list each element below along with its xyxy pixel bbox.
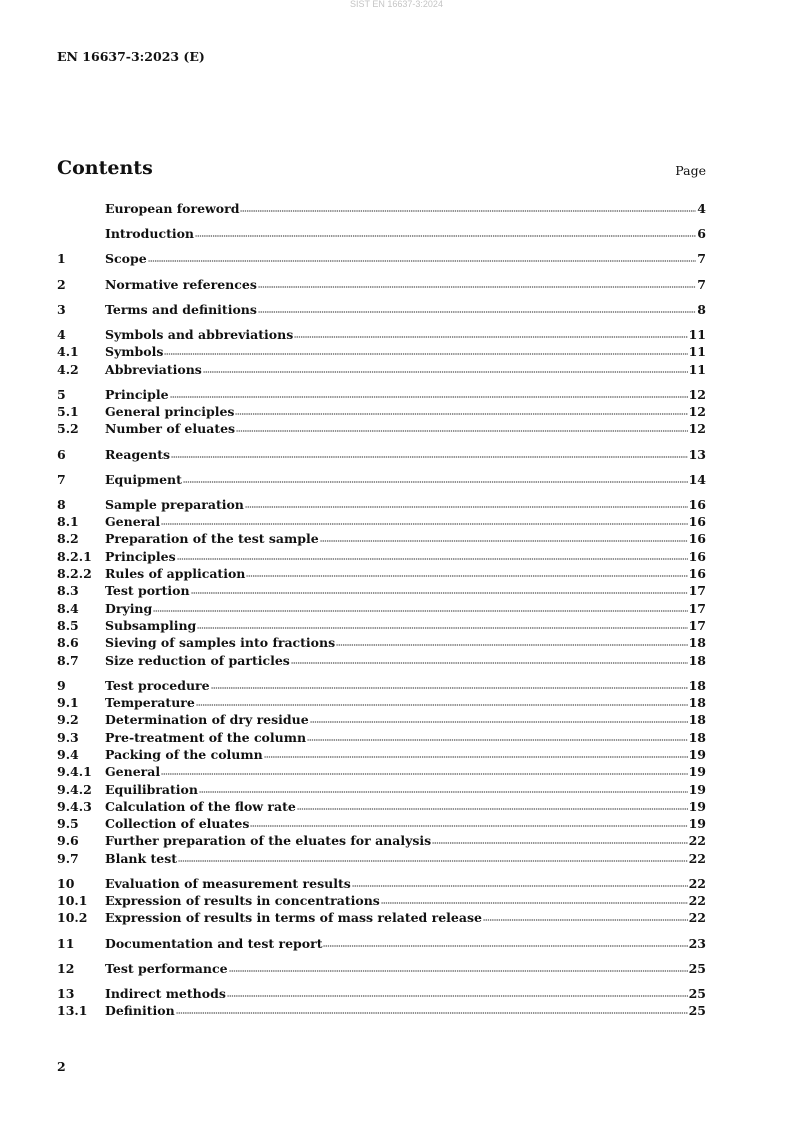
dot-leader: [170, 387, 688, 399]
toc-entry-number: 5.1: [57, 404, 79, 420]
dot-leader: [195, 226, 696, 238]
toc-entry-page: 12: [688, 404, 706, 420]
toc-entry-title: Test portion: [105, 583, 190, 599]
dot-leader: [291, 653, 688, 665]
toc-entry[interactable]: [57, 497, 706, 514]
toc-entry-page: 22: [688, 875, 706, 891]
toc-entry-title: Sample preparation: [105, 496, 244, 512]
toc-entry-title: Symbols: [105, 344, 164, 360]
toc-entry-title: Drying: [105, 600, 153, 616]
dot-leader: [164, 344, 687, 356]
toc-group: [57, 961, 706, 978]
toc-entry-page: 22: [688, 893, 706, 909]
toc-entry-title: Equipment: [105, 471, 182, 487]
dot-leader: [229, 961, 688, 973]
toc-entry-title: Scope: [105, 251, 147, 267]
toc-group: [57, 302, 706, 319]
toc-entry-title: Test procedure: [105, 677, 210, 693]
toc-entry[interactable]: [57, 404, 706, 421]
toc-entry-page: 4: [697, 201, 706, 216]
toc-entry-number: 12: [57, 960, 75, 976]
dot-leader: [177, 549, 688, 561]
toc-entry-number: 9: [57, 677, 66, 693]
toc-entry-page: 17: [688, 617, 706, 633]
toc-entry-page: 18: [688, 635, 706, 651]
toc-group: [57, 327, 706, 379]
dot-leader: [246, 566, 687, 578]
dot-leader: [236, 421, 688, 433]
toc-entry[interactable]: [57, 327, 706, 344]
toc-entry-page: 22: [688, 850, 706, 866]
dot-leader: [196, 695, 688, 707]
toc-entry-title: Rules of application: [105, 566, 246, 582]
toc-entry[interactable]: [57, 277, 706, 294]
toc-entry[interactable]: [57, 251, 706, 268]
toc-entry-page: 22: [688, 910, 706, 926]
toc-entry-title: General principles: [105, 404, 235, 420]
toc-entry-page: 6: [697, 226, 706, 242]
toc-entry-page: 17: [688, 600, 706, 616]
dot-leader: [161, 514, 687, 526]
document-id: EN 16637-3:2023 (E): [57, 49, 205, 64]
toc-group: [57, 876, 706, 928]
toc-entry-number: 8.7: [57, 652, 79, 668]
dot-leader: [294, 327, 687, 339]
dot-leader: [352, 876, 688, 888]
toc-entry[interactable]: [57, 387, 706, 404]
toc-entry-title: Terms and definitions: [105, 301, 257, 317]
toc-entry-page: 19: [688, 764, 706, 780]
toc-entry-title: Introduction: [105, 226, 195, 242]
toc-entry[interactable]: [57, 986, 706, 1003]
toc-entry-number: 9.7: [57, 850, 79, 866]
toc-entry-page: 12: [688, 386, 706, 402]
toc-group: [57, 251, 706, 268]
toc-entry-page: 7: [697, 276, 706, 292]
contents-title: Contents: [57, 157, 153, 179]
toc-entry[interactable]: [57, 764, 706, 781]
toc-entry[interactable]: [57, 876, 706, 893]
dot-leader: [297, 799, 688, 811]
toc-entry-title: Blank test: [105, 850, 178, 866]
toc-entry-title: Temperature: [105, 695, 195, 711]
toc-entry-page: 11: [688, 326, 706, 342]
dot-leader: [199, 782, 688, 794]
toc-entry[interactable]: [57, 635, 706, 652]
toc-entry-number: 8.2: [57, 531, 79, 547]
dot-leader: [178, 851, 688, 863]
toc-entry-page: 16: [688, 548, 706, 564]
dot-leader: [310, 712, 688, 724]
toc-group: [57, 986, 706, 1021]
dot-leader: [176, 1003, 688, 1015]
toc-entry-page: 18: [688, 695, 706, 711]
toc-entry-page: 12: [688, 421, 706, 437]
toc-entry-number: 9.3: [57, 729, 79, 745]
dot-leader: [148, 251, 697, 263]
toc-entry-page: 13: [688, 446, 706, 462]
dot-leader: [381, 893, 688, 905]
toc-entry[interactable]: [57, 833, 706, 850]
toc-entry-page: 19: [688, 816, 706, 832]
toc-entry[interactable]: [57, 344, 706, 361]
toc-entry-page: 18: [688, 729, 706, 745]
toc-entry-page: 19: [688, 781, 706, 797]
dot-leader: [258, 302, 696, 314]
toc-entry-page: 25: [688, 986, 706, 1002]
toc-entry-number: 7: [57, 471, 66, 487]
toc-entry-title: Packing of the column: [105, 746, 263, 762]
toc-entry-title: General: [105, 514, 161, 530]
toc-entry-page: 19: [688, 798, 706, 814]
dot-leader: [197, 618, 687, 630]
toc-entry-number: 8.3: [57, 583, 79, 599]
dot-leader: [161, 764, 687, 776]
toc-entry-page: 23: [688, 935, 706, 951]
dot-leader: [227, 986, 688, 998]
toc-entry-number: 5: [57, 386, 66, 402]
toc-entry-title: Definition: [105, 1003, 175, 1019]
toc-entry-number: 5.2: [57, 421, 79, 437]
toc-entry-page: 16: [688, 531, 706, 547]
dot-leader: [203, 362, 688, 374]
toc-entry[interactable]: [57, 421, 706, 438]
dot-leader: [191, 583, 688, 595]
dot-leader: [171, 447, 688, 459]
toc-entry-title: Principles: [105, 548, 176, 564]
toc-entry-number: 1: [57, 251, 66, 267]
toc-entry-title: General: [105, 764, 161, 780]
toc-group: [57, 497, 706, 670]
toc-entry[interactable]: [57, 936, 706, 953]
toc-entry-number: 10.2: [57, 910, 88, 926]
toc-entry-title: Expression of results in concentrations: [105, 893, 380, 909]
toc-group: [57, 277, 706, 294]
toc-entry[interactable]: [57, 730, 706, 747]
toc-entry-page: 22: [688, 833, 706, 849]
toc-entry[interactable]: [57, 782, 706, 799]
dot-leader: [432, 833, 687, 845]
toc-entry-page: 18: [688, 712, 706, 728]
toc-entry-number: 4.2: [57, 361, 79, 377]
watermark: SIST EN 16637-3:2024: [350, 0, 443, 9]
toc-entry-number: 6: [57, 446, 66, 462]
toc-entry-number: 9.2: [57, 712, 79, 728]
toc-entry-number: 4.1: [57, 344, 79, 360]
toc-group: [57, 387, 706, 439]
toc-entry-title: Test performance: [105, 960, 228, 976]
toc-entry-page: 8: [697, 301, 706, 317]
toc-entry-title: Normative references: [105, 276, 257, 292]
toc-entry[interactable]: [57, 201, 706, 218]
toc-group: [57, 472, 706, 489]
toc-entry-title: Indirect methods: [105, 986, 226, 1002]
dot-leader: [323, 936, 687, 948]
toc-entry-title: Number of eluates: [105, 421, 236, 437]
toc-entry-page: 11: [688, 344, 706, 360]
dot-leader: [183, 472, 688, 484]
dot-leader: [258, 277, 696, 289]
toc-entry-page: 18: [688, 677, 706, 693]
toc-entry-page: 14: [688, 471, 706, 487]
toc-entry-title: Sieving of samples into fractions: [105, 635, 336, 651]
dot-leader: [483, 910, 688, 922]
page-column-label: Page: [675, 163, 706, 178]
toc-group: [57, 226, 706, 243]
toc-entry-number: 9.5: [57, 816, 79, 832]
toc-entry-page: 11: [688, 361, 706, 377]
toc-entry[interactable]: [57, 566, 706, 583]
toc-entry-number: 9.6: [57, 833, 79, 849]
toc-entry-title: Reagents: [105, 446, 171, 462]
toc-entry-page: 16: [688, 514, 706, 530]
toc-entry-title: Calculation of the flow rate: [105, 798, 296, 814]
toc-entry-title: Preparation of the test sample: [105, 531, 319, 547]
toc-entry[interactable]: [57, 695, 706, 712]
toc-entry[interactable]: [57, 472, 706, 489]
toc-entry-number: 4: [57, 326, 66, 342]
toc-entry[interactable]: [57, 653, 706, 670]
toc-entry[interactable]: [57, 226, 706, 243]
toc-entry-title: Collection of eluates: [105, 816, 250, 832]
toc-entry-number: 8.1: [57, 514, 79, 530]
toc-group: [57, 447, 706, 464]
toc-entry[interactable]: [57, 583, 706, 600]
dot-leader: [153, 601, 687, 613]
toc-entry-page: 25: [688, 1003, 706, 1019]
toc-entry[interactable]: [57, 549, 706, 566]
toc-entry-number: 9.4: [57, 746, 79, 762]
table-of-contents: [57, 201, 706, 1029]
toc-entry-number: 2: [57, 276, 66, 292]
toc-entry-number: 8.6: [57, 635, 79, 651]
toc-entry[interactable]: [57, 678, 706, 695]
toc-entry-number: 9.4.3: [57, 798, 92, 814]
toc-entry[interactable]: [57, 747, 706, 764]
toc-entry-title: European foreword: [105, 201, 240, 216]
toc-entry-title: Symbols and abbreviations: [105, 326, 294, 342]
toc-entry[interactable]: [57, 514, 706, 531]
toc-entry-number: 8: [57, 496, 66, 512]
toc-entry-number: 8.4: [57, 600, 79, 616]
toc-entry-title: Abbreviations: [105, 361, 202, 377]
toc-entry-title: Pre-treatment of the column: [105, 729, 307, 745]
toc-entry-number: 9.1: [57, 695, 79, 711]
toc-entry[interactable]: [57, 961, 706, 978]
toc-entry-number: 9.4.2: [57, 781, 92, 797]
toc-entry-number: 11: [57, 935, 75, 951]
dot-leader: [320, 531, 688, 543]
toc-entry[interactable]: [57, 447, 706, 464]
toc-entry-number: 10.1: [57, 893, 88, 909]
toc-entry-number: 8.2.2: [57, 566, 92, 582]
toc-entry[interactable]: [57, 302, 706, 319]
toc-entry-page: 17: [688, 583, 706, 599]
toc-entry-page: 19: [688, 746, 706, 762]
dot-leader: [264, 747, 688, 759]
toc-entry-number: 9.4.1: [57, 764, 92, 780]
toc-entry-number: 10: [57, 875, 75, 891]
dot-leader: [240, 201, 696, 213]
toc-entry-page: 7: [697, 251, 706, 267]
toc-entry-page: 16: [688, 566, 706, 582]
toc-entry-title: Expression of results in terms of mass related release: [105, 910, 482, 926]
dot-leader: [250, 816, 687, 828]
toc-entry[interactable]: [57, 851, 706, 868]
toc-entry[interactable]: [57, 910, 706, 927]
toc-group: [57, 201, 706, 218]
toc-entry-number: 8.2.1: [57, 548, 92, 564]
dot-leader: [211, 678, 688, 690]
toc-entry-title: Further preparation of the eluates for analysis: [105, 833, 432, 849]
dot-leader: [235, 404, 687, 416]
toc-entry[interactable]: [57, 712, 706, 729]
toc-entry[interactable]: [57, 618, 706, 635]
toc-entry-number: 8.5: [57, 617, 79, 633]
toc-entry[interactable]: [57, 601, 706, 618]
toc-entry[interactable]: [57, 362, 706, 379]
toc-entry-number: 13: [57, 986, 75, 1002]
dot-leader: [245, 497, 688, 509]
toc-entry-number: 3: [57, 301, 66, 317]
toc-entry-title: Evaluation of measurement results: [105, 875, 351, 891]
toc-entry[interactable]: [57, 1003, 706, 1020]
dot-leader: [336, 635, 687, 647]
toc-entry-title: Documentation and test report: [105, 935, 323, 951]
toc-entry[interactable]: [57, 893, 706, 910]
toc-group: [57, 936, 706, 953]
toc-entry[interactable]: [57, 531, 706, 548]
toc-entry-page: 25: [688, 960, 706, 976]
toc-group: [57, 678, 706, 868]
toc-entry-title: Principle: [105, 386, 169, 402]
toc-entry-title: Equilibration: [105, 781, 198, 797]
toc-entry[interactable]: [57, 816, 706, 833]
toc-entry-title: Subsampling: [105, 617, 197, 633]
toc-entry[interactable]: [57, 799, 706, 816]
toc-entry-title: Determination of dry residue: [105, 712, 309, 728]
dot-leader: [307, 730, 688, 742]
toc-entry-number: 13.1: [57, 1003, 88, 1019]
toc-entry-page: 18: [688, 652, 706, 668]
toc-entry-title: Size reduction of particles: [105, 652, 290, 668]
page-number: 2: [57, 1059, 66, 1074]
toc-entry-page: 16: [688, 496, 706, 512]
